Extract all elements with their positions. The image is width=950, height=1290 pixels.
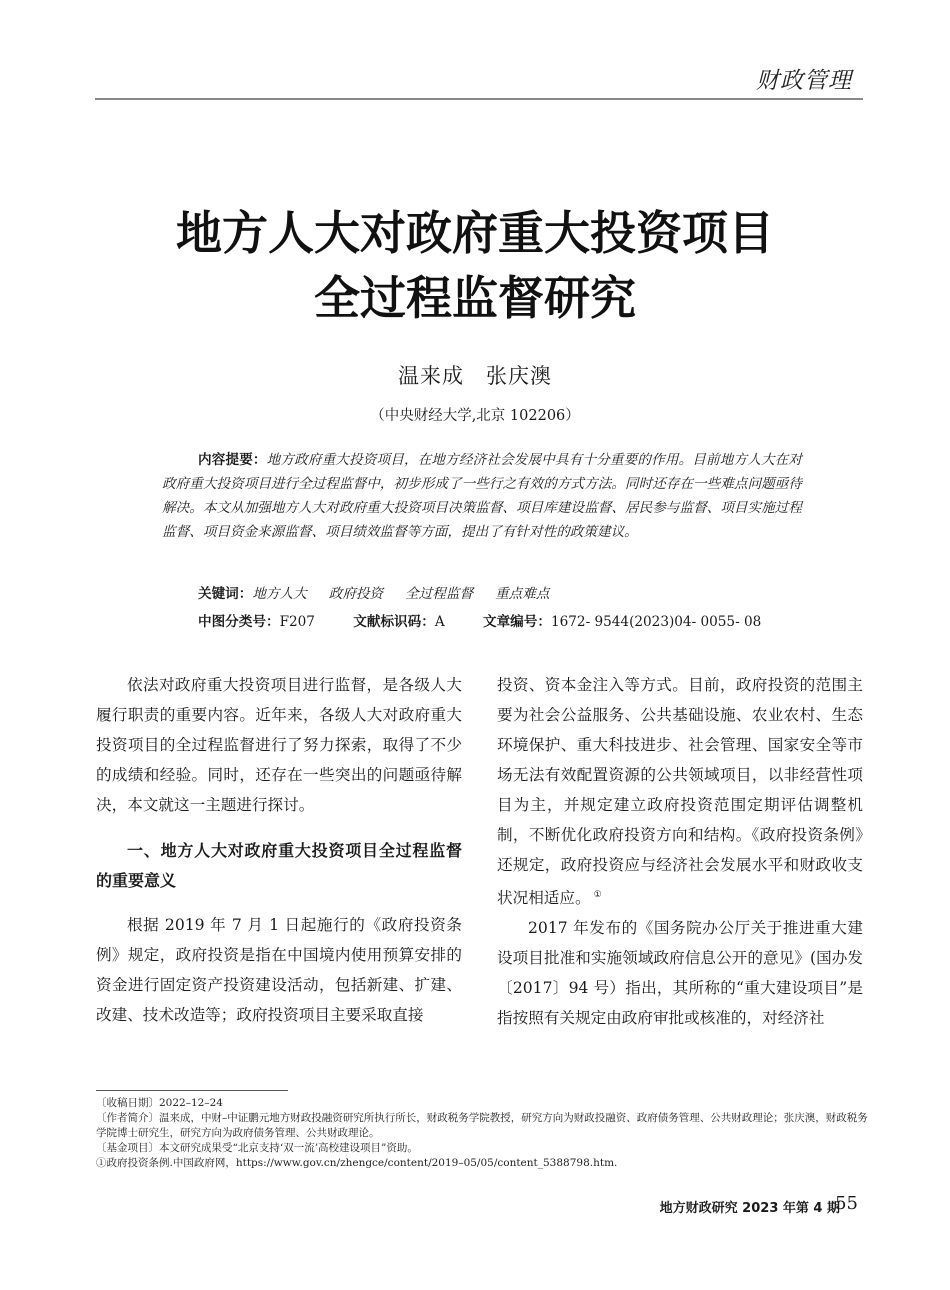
right-column <box>497 670 863 1033</box>
footnotes <box>96 1096 868 1171</box>
classification-info <box>198 610 761 630</box>
footnote-received: 〔收稿日期〕2022–12–24 <box>96 1097 223 1109</box>
journal-section-label: 财政管理 <box>756 68 852 94</box>
body-paragraph-continued <box>497 670 863 913</box>
left-column <box>96 670 462 1030</box>
keyword: 重点难点 <box>495 586 550 602</box>
article-title-line-2: 全过程监督研究 <box>314 271 636 325</box>
authors: 温来成 张庆澳 <box>398 364 552 388</box>
article-title-line-1: 地方人大对政府重大投资项目 <box>176 206 774 260</box>
footnote-rule <box>96 1090 288 1091</box>
page-number: 55 <box>835 1193 858 1214</box>
journal-issue-footer: 地方财政研究 2023 年第 4 期 <box>659 1201 840 1216</box>
body-paragraph-text: 投资、资本金注入等方式。目前，政府投资的范围主要为社会公益服务、公共基础设施、农业农村、生态环境保护、重大科技进步、社会管理、国家安全等市场无法有效配置资源的公共领域项目，以非经营性项目为主，并规定建立政府投资范围定期评估调整机制，不断优化政府投资方向和结构。《政府投资条例》还规定，政府投资应与经济社会发展水平和财政收支状况相适应。 <box>497 676 863 908</box>
affiliation: （中央财经大学,北京 102206） <box>370 408 580 424</box>
footnote-reference-1: ①政府投资条例.中国政府网，https://www.gov.cn/zhengce/content/2019–05/05/content_5388798.htm. <box>96 1157 618 1169</box>
article-no-value: 1672- 9544(2023)04- 0055- 08 <box>550 614 762 630</box>
keywords <box>198 582 571 602</box>
section-heading: 一、地方人大对政府重大投资项目全过程监督的重要意义 <box>96 841 462 890</box>
keyword: 全过程监督 <box>405 586 474 602</box>
doc-code-label: 文献标识码： <box>353 614 435 630</box>
keyword: 政府投资 <box>328 586 384 602</box>
keyword: 地方人大 <box>252 586 307 602</box>
article-no-label: 文章编号： <box>483 614 551 630</box>
abstract-text: 地方政府重大投资项目，在地方经济社会发展中具有十分重要的作用。目前地方人大在对政府重大投资项目进行全过程监督中，初步形成了一些行之有效的方式方法。同时还存在一些难点问题亟待解决。本文从加强地方人大对政府重大投资项目决策监督、项目库建设监督、居民参与监督、项目实施过程监督、项目资金来源监督、项目绩效监督等方面，提出了有针对性的政策建议。 <box>162 452 803 540</box>
doc-code-value: A <box>434 614 445 630</box>
header-rule <box>95 98 863 100</box>
body-paragraph: 根据 2019 年 7 月 1 日起施行的《政府投资条例》规定，政府投资是指在中国境内使用预算安排的资金进行固定资产投资建设活动，包括新建、扩建、改建、技术改造等；政府投资项目主要采取直接 <box>96 916 462 1024</box>
abstract-label: 内容提要： <box>198 452 267 468</box>
footnote-fund: 〔基金项目〕本文研究成果受“北京支持‘双一流’高校建设项目”资助。 <box>96 1142 418 1154</box>
clc-value: F207 <box>279 614 315 630</box>
footnote-marker[interactable]: ① <box>593 890 602 900</box>
body-paragraph: 依法对政府重大投资项目进行监督，是各级人大履行职责的重要内容。近年来，各级人大对政府重大投资项目的全过程监督进行了努力探索，取得了不少的成绩和经验。同时，还存在一些突出的问题亟待解决，本文就这一主题进行探讨。 <box>96 676 462 814</box>
body-paragraph: 2017 年发布的《国务院办公厅关于推进重大建设项目批准和实施领域政府信息公开的意见》(国办发〔2017〕94 号）指出，其所称的“重大建设项目”是指按照有关规定由政府审批或核准的，对经济社 <box>497 919 863 1028</box>
clc-label: 中图分类号： <box>198 614 280 630</box>
footnote-author-intro: 〔作者简介〕温来成，中财–中证鹏元地方财政投融资研究所执行所长，财政税务学院教授，研究方向为财政投融资、政府债务管理、公共财政理论；张庆澳，财政税务学院博士研究生，研究方向为政府债务管理、公共财政理论。 <box>96 1112 868 1139</box>
abstract <box>162 448 802 544</box>
keywords-label: 关键词： <box>198 586 253 602</box>
